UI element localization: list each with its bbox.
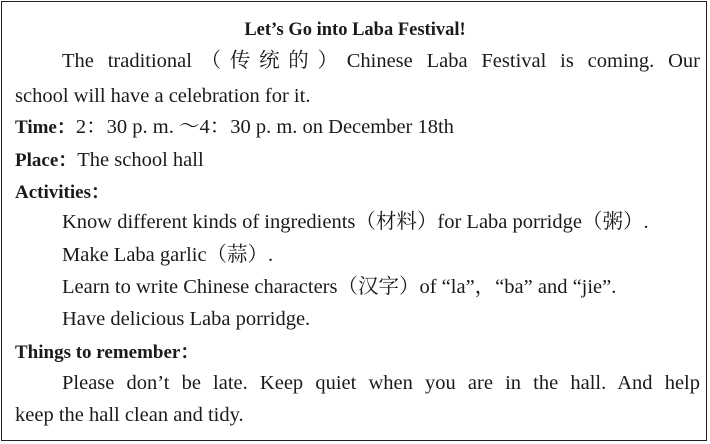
notice-title: Let’s Go into Laba Festival! [244,20,466,40]
time-label: Time： [15,117,76,138]
time-value: 2：30 p. m. ～4：30 p. m. on December 18th [75,116,454,138]
notice-box [1,1,707,441]
activities-label: Activities： [15,182,110,203]
activity-item: Learn to write Chinese characters（汉字）of “la”，“ba” and “jie”. [62,276,617,298]
remember-line-2: keep the hall clean and tidy. [15,404,244,426]
place-label: Place： [15,150,78,171]
remember-row [15,340,199,365]
activity-item: Have delicious Laba porridge. [62,308,311,330]
remember-line-1: Please don’t be late. Keep quiet when you are in the hall. And help [62,372,700,394]
time-row [15,115,454,140]
place-value: The school hall [77,149,204,171]
intro-line-2: school will have a celebration for it. [15,85,311,107]
remember-label: Things to remember： [15,342,200,363]
activities-row [15,180,110,205]
place-row [15,148,204,173]
activity-item: Know different kinds of ingredients（材料）for Laba porridge（粥）. [62,211,649,233]
intro-line-1: The traditional（传统的）Chinese Laba Festival is coming. Our [62,50,700,72]
activity-item: Make Laba garlic（蒜）. [62,244,274,266]
